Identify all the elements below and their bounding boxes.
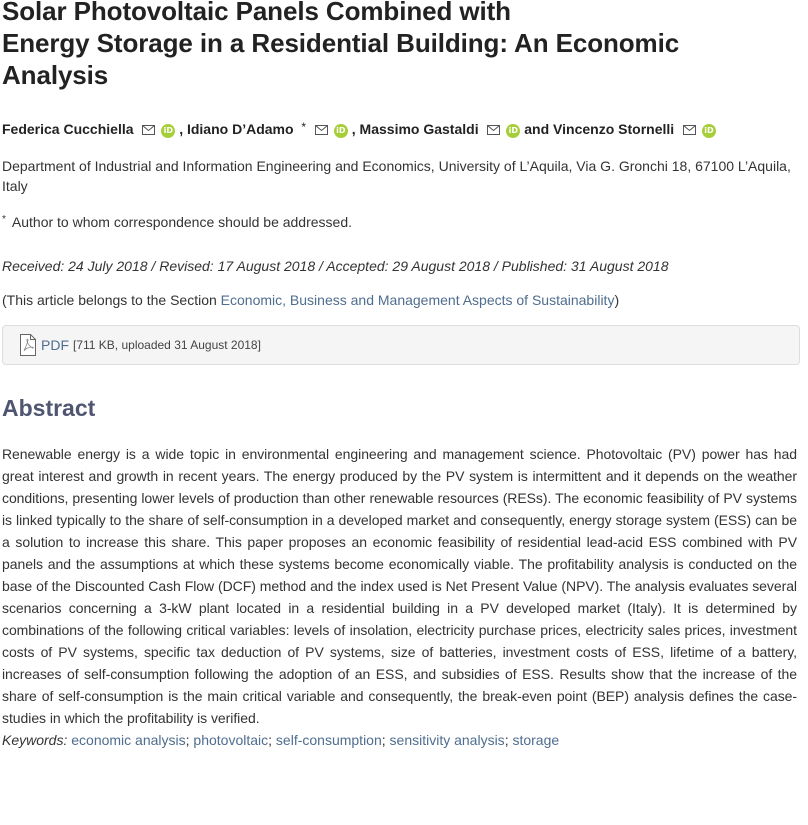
pdf-download-box (2, 325, 800, 365)
keyword-separator: ; (504, 732, 513, 748)
section-note (2, 290, 798, 310)
orcid-icon[interactable]: iD (161, 124, 175, 138)
author-name[interactable]: Massimo Gastaldi (359, 121, 479, 137)
section-prefix: (This article belongs to the Section (2, 292, 221, 308)
abstract-heading: Abstract (2, 395, 96, 421)
pdf-file-info: [711 KB, uploaded 31 August 2018] (73, 338, 261, 352)
corresponding-star: * (301, 120, 307, 134)
author-name[interactable]: Idiano D’Adamo (186, 121, 294, 137)
envelope-icon[interactable] (142, 121, 155, 139)
pdf-file-icon[interactable] (19, 334, 37, 356)
author[interactable] (360, 121, 525, 137)
author-name[interactable]: Vincenzo Stornelli (553, 121, 675, 137)
title-line: Energy Storage in a Residential Building: An Economic (2, 28, 680, 58)
author[interactable] (187, 121, 352, 137)
author-separator: , (351, 121, 360, 137)
orcid-icon[interactable]: iD (702, 124, 716, 138)
abstract-text: Renewable energy is a wide topic in environmental engineering and management science. Photovoltaic (PV) power has had great interest and growth in recent years. The energy produced by the PV system is intermittent and it depends on the weather conditions, presenting lower levels of production than other renewable resources (RESs). The economic feasibility of PV systems is linked typically to the share of self-consumption in a developed market and consequently, energy storage system (ESS) can be a solution to increase this share. This paper proposes an economic feasibility of residential lead-acid ESS combined with PV panels and the assumptions at which these systems become economically viable. The profitability analysis is conducted on the base of the Discounted Cash Flow (DCF) method and the index used is Net Present Value (NPV). The analysis evaluates several scenarios concerning a 3-kW plant located in a residential building in a PV developed market (Italy). It is determined by combinations of the following critical variables: levels of insolation, electricity purchase prices, electricity sales prices, investment costs of PV systems, specific tax deduction of PV systems, size of batteries, investment costs of ESS, lifetime of a battery, increases of self-consumption following the adoption of an ESS, and subsidies of ESS. Results show that the increase of the share of self-consumption is the main critical variable and consequently, the break-even point (BEP) analysis defines the case-studies in which the profitability is verified. (2, 446, 797, 726)
author-separator: , (179, 121, 187, 137)
keyword-link[interactable]: storage (512, 732, 560, 748)
envelope-icon[interactable] (487, 121, 500, 139)
envelope-icon[interactable] (683, 121, 696, 139)
author[interactable] (553, 121, 716, 137)
author-separator: and (524, 121, 554, 137)
keywords-label: Keywords: (2, 732, 68, 748)
section-link[interactable]: Economic, Business and Management Aspects of Sustainability (220, 292, 615, 308)
author[interactable] (2, 121, 179, 137)
orcid-icon[interactable]: iD (506, 124, 520, 138)
article-title (2, 0, 798, 91)
envelope-icon[interactable] (315, 121, 328, 139)
author-list (2, 118, 798, 139)
keyword-link[interactable]: self-consumption (275, 732, 382, 748)
correspondence-text: Author to whom correspondence should be addressed. (11, 214, 353, 230)
keyword-separator: ; (185, 732, 194, 748)
section-suffix: ) (614, 292, 620, 308)
keywords (2, 730, 798, 750)
correspondence-note (2, 210, 798, 232)
keyword-separator: ; (268, 732, 276, 748)
orcid-icon[interactable]: iD (334, 124, 348, 138)
title-line: Solar Photovoltaic Panels Combined with (2, 0, 511, 26)
affiliation: Department of Industrial and Information Engineering and Economics, University of L’Aquila, Via G. Gronchi 18, 67100 L’Aquila, Italy (2, 158, 791, 194)
publication-dates: Received: 24 July 2018 / Revised: 17 August 2018 / Accepted: 29 August 2018 / Published: 31 August 2018 (2, 258, 669, 274)
pdf-download-link[interactable]: PDF (41, 337, 69, 353)
keyword-separator: ; (381, 732, 390, 748)
keyword-link[interactable]: sensitivity analysis (389, 732, 505, 748)
keyword-link[interactable]: photovoltaic (193, 732, 269, 748)
author-name[interactable]: Federica Cucchiella (2, 121, 134, 137)
correspondence-mark: * (2, 214, 6, 225)
keyword-link[interactable]: economic analysis (71, 732, 186, 748)
title-line: Analysis (2, 60, 109, 90)
